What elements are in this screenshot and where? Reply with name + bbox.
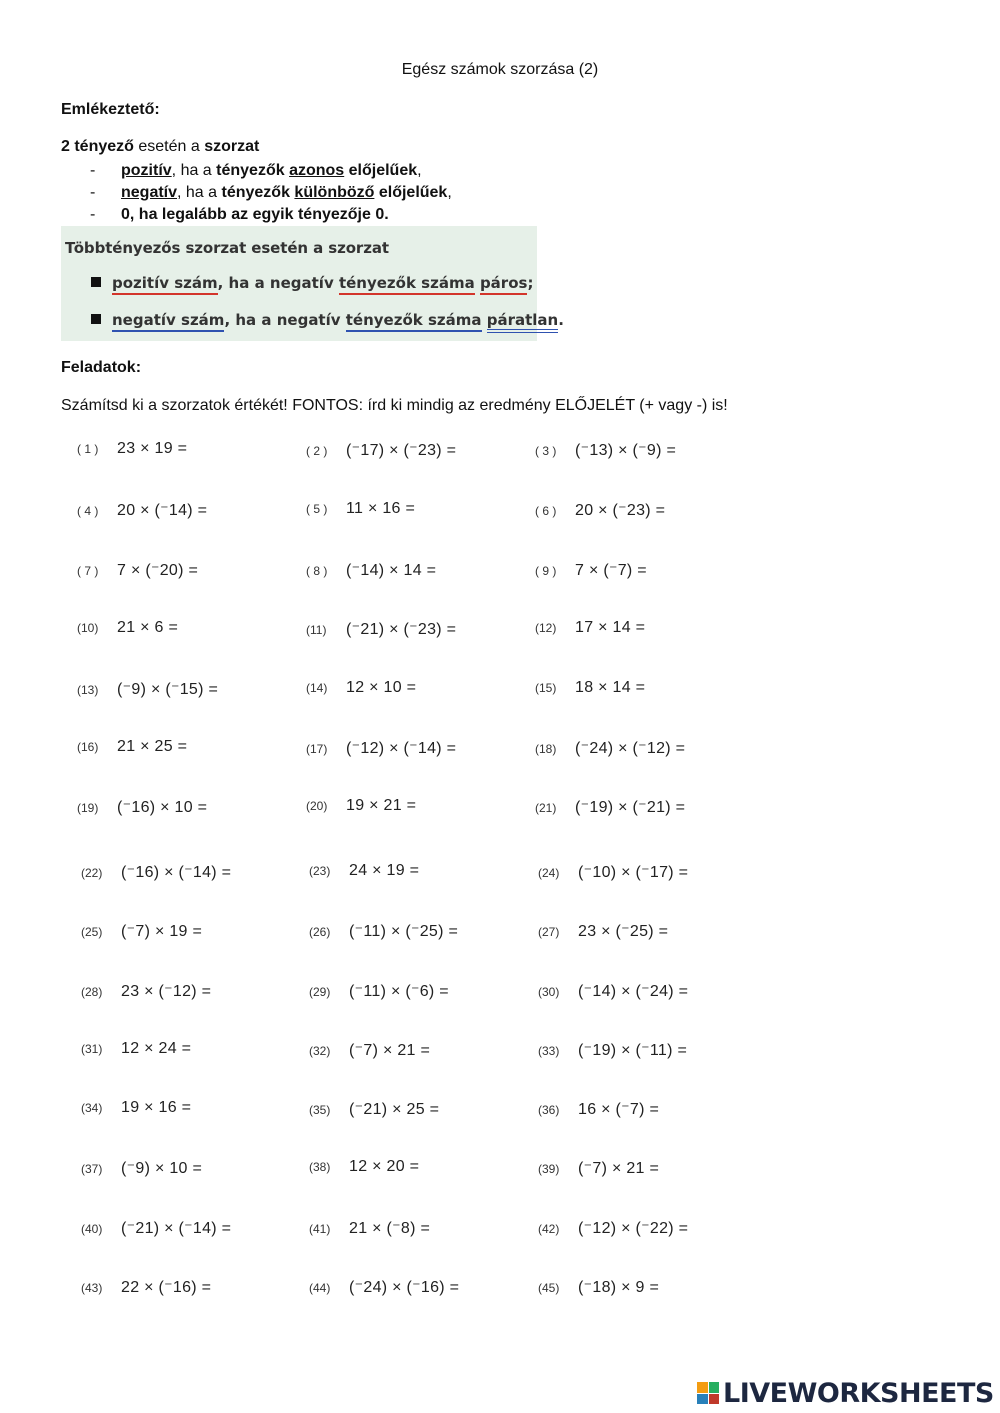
exercise-item: [538, 981, 688, 1001]
exercise-item: [81, 1277, 211, 1297]
exercise-item: [309, 862, 419, 880]
exercise-number: (16): [77, 740, 99, 754]
exercise-number: (19): [77, 801, 99, 815]
exercise-expression: (⁻21) × (⁻23) =: [346, 621, 457, 638]
exercise-expression: (⁻9) × (⁻15) =: [117, 681, 219, 698]
exercise-number: (36): [538, 1103, 560, 1117]
exercise-item: [77, 797, 207, 817]
exercise-expression: 7 × (⁻20) =: [117, 562, 199, 579]
exercise-item: [306, 500, 415, 518]
exercise-number: (39): [538, 1162, 560, 1176]
exercise-item: [306, 619, 456, 639]
exercise-item: [309, 921, 458, 941]
exercise-item: [81, 1158, 202, 1178]
rule-positive: - pozitív, ha a tényezők azonos előjelűek,: [90, 162, 422, 179]
exercise-expression: 20 × (⁻23) =: [575, 502, 666, 519]
exercise-number: (38): [309, 1160, 331, 1174]
exercise-number: (44): [309, 1281, 331, 1295]
exercise-number: (34): [81, 1101, 103, 1115]
exercise-expression: (⁻17) × (⁻23) =: [346, 442, 457, 459]
rule-negative: - negatív, ha a tényezők különböző előjelűek,: [90, 184, 452, 201]
exercise-expression: (⁻24) × (⁻12) =: [575, 740, 686, 757]
logo-text: LIVEWORKSHEETS: [723, 1378, 994, 1409]
tasks-heading: Feladatok:: [61, 359, 142, 376]
exercise-expression: (⁻16) × (⁻14) =: [121, 864, 232, 881]
exercise-number: (32): [309, 1044, 331, 1058]
exercise-number: ( 9 ): [535, 564, 557, 578]
exercise-number: (24): [538, 866, 560, 880]
exercise-expression: 11 × 16 =: [346, 500, 416, 517]
reminder-heading: Emlékeztető:: [61, 101, 160, 118]
exercise-number: ( 3 ): [535, 444, 557, 458]
exercise-item: [535, 560, 647, 580]
exercise-expression: 19 × 16 =: [121, 1099, 192, 1116]
exercise-expression: (⁻14) × (⁻24) =: [578, 983, 689, 1000]
instruction: Számítsd ki a szorzatok értékét! FONTOS: írd ki mindig az eredmény ELŐJELÉT (+ vagy -) is!: [61, 397, 728, 414]
exercise-item: [306, 738, 456, 758]
exercise-expression: 12 × 20 =: [349, 1158, 420, 1175]
exercise-item: [538, 1040, 687, 1060]
two-factor-product: szorzat: [204, 138, 260, 155]
exercise-expression: (⁻24) × (⁻16) =: [349, 1279, 460, 1296]
box-rule-even: pozitív szám, ha a negatív tényezők száma páros;: [91, 274, 533, 292]
exercise-number: (40): [81, 1222, 103, 1236]
exercise-item: [81, 1040, 191, 1058]
exercise-item: [309, 1099, 439, 1119]
exercise-expression: (⁻13) × (⁻9) =: [575, 442, 677, 459]
exercise-number: (30): [538, 985, 560, 999]
exercise-item: [77, 679, 218, 699]
exercise-item: [309, 1218, 430, 1238]
exercise-number: (22): [81, 866, 103, 880]
exercise-expression: (⁻12) × (⁻14) =: [346, 740, 457, 757]
exercise-expression: 21 × (⁻8) =: [349, 1220, 431, 1237]
two-factor-line: [61, 138, 259, 156]
exercise-item: [77, 560, 198, 580]
square-bullet-icon: [91, 277, 101, 287]
exercise-number: (18): [535, 742, 557, 756]
exercise-expression: (⁻7) × 21 =: [578, 1160, 660, 1177]
page-title: Egész számok szorzása (2): [401, 61, 599, 78]
exercise-expression: (⁻19) × (⁻11) =: [578, 1042, 688, 1059]
exercise-number: ( 6 ): [535, 504, 557, 518]
exercise-item: [538, 921, 668, 941]
exercise-number: (31): [81, 1042, 103, 1056]
exercise-number: ( 2 ): [306, 444, 328, 458]
two-factor-subject: 2 tényező: [61, 138, 134, 155]
exercise-expression: 17 × 14 =: [575, 619, 646, 636]
exercise-number: (35): [309, 1103, 331, 1117]
exercise-expression: 12 × 24 =: [121, 1040, 192, 1057]
exercise-number: (42): [538, 1222, 560, 1236]
exercise-item: [77, 738, 187, 756]
exercise-expression: (⁻12) × (⁻22) =: [578, 1220, 689, 1237]
exercise-item: [81, 1099, 191, 1117]
exercise-number: (33): [538, 1044, 560, 1058]
square-bullet-icon: [91, 314, 101, 324]
exercise-item: [538, 1218, 688, 1238]
exercise-item: [535, 619, 645, 637]
exercise-expression: 24 × 19 =: [349, 862, 420, 879]
exercise-number: (29): [309, 985, 331, 999]
exercise-number: (43): [81, 1281, 103, 1295]
exercise-expression: (⁻19) × (⁻21) =: [575, 799, 686, 816]
exercise-expression: 18 × 14 =: [575, 679, 646, 696]
exercise-number: (28): [81, 985, 103, 999]
sign-rules-list: [90, 160, 452, 226]
exercise-expression: 21 × 25 =: [117, 738, 188, 755]
exercise-item: [309, 1040, 430, 1060]
exercise-number: (25): [81, 925, 103, 939]
exercise-number: ( 5 ): [306, 502, 328, 516]
exercise-number: (14): [306, 681, 328, 695]
exercise-number: (15): [535, 681, 557, 695]
exercise-item: [535, 679, 645, 697]
exercise-number: (27): [538, 925, 560, 939]
exercise-number: (13): [77, 683, 99, 697]
exercise-number: (37): [81, 1162, 103, 1176]
multi-factor-rule-box: [61, 226, 564, 341]
exercise-item: [81, 1218, 231, 1238]
exercise-item: [309, 981, 449, 1001]
exercise-expression: 7 × (⁻7) =: [575, 562, 647, 579]
exercise-item: [535, 500, 665, 520]
exercise-number: (12): [535, 621, 557, 635]
exercise-number: (11): [306, 623, 327, 637]
exercise-expression: 20 × (⁻14) =: [117, 502, 208, 519]
exercise-item: [77, 440, 187, 458]
exercise-expression: (⁻16) × 10 =: [117, 799, 208, 816]
exercise-expression: (⁻18) × 9 =: [578, 1279, 660, 1296]
exercise-expression: 23 × 19 =: [117, 440, 188, 457]
exercise-item: [77, 500, 207, 520]
exercise-expression: (⁻9) × 10 =: [121, 1160, 203, 1177]
exercise-number: (17): [306, 742, 328, 756]
exercise-item: [81, 921, 202, 941]
exercise-item: [538, 862, 688, 882]
exercise-number: ( 1 ): [77, 442, 99, 456]
exercise-expression: (⁻21) × 25 =: [349, 1101, 440, 1118]
box-rule-odd: negatív szám, ha a negatív tényezők száma páratlan.: [91, 311, 564, 329]
exercise-number: (23): [309, 864, 331, 878]
exercise-item: [81, 981, 211, 1001]
exercise-expression: 23 × (⁻12) =: [121, 983, 212, 1000]
exercise-item: [306, 440, 456, 460]
exercise-expression: (⁻7) × 21 =: [349, 1042, 431, 1059]
exercise-number: (21): [535, 801, 557, 815]
exercise-expression: (⁻10) × (⁻17) =: [578, 864, 689, 881]
exercise-expression: (⁻14) × 14 =: [346, 562, 437, 579]
exercise-number: (20): [306, 799, 328, 813]
exercise-expression: 19 × 21 =: [346, 797, 417, 814]
exercise-number: ( 7 ): [77, 564, 99, 578]
exercise-expression: (⁻11) × (⁻25) =: [349, 923, 459, 940]
rule-zero: - 0, ha legalább az egyik tényezője 0.: [90, 206, 389, 223]
exercise-number: (41): [309, 1222, 331, 1236]
exercise-item: [309, 1277, 459, 1297]
exercise-expression: 12 × 10 =: [346, 679, 417, 696]
exercise-item: [309, 1158, 419, 1176]
exercise-expression: 16 × (⁻7) =: [578, 1101, 660, 1118]
exercise-expression: 21 × 6 =: [117, 619, 179, 636]
exercise-item: [77, 619, 178, 637]
exercise-item: [306, 560, 436, 580]
liveworksheets-logo-icon: [697, 1382, 719, 1404]
exercise-item: [81, 862, 231, 882]
exercise-item: [535, 440, 676, 460]
exercise-number: (45): [538, 1281, 560, 1295]
exercise-expression: 22 × (⁻16) =: [121, 1279, 212, 1296]
exercise-item: [306, 797, 416, 815]
exercise-number: ( 8 ): [306, 564, 328, 578]
exercise-item: [538, 1099, 659, 1119]
exercise-item: [538, 1158, 659, 1178]
exercise-expression: (⁻7) × 19 =: [121, 923, 203, 940]
box-title: Többtényezős szorzat esetén a szorzat: [65, 239, 389, 257]
exercise-expression: (⁻21) × (⁻14) =: [121, 1220, 232, 1237]
exercise-item: [306, 679, 416, 697]
exercise-item: [538, 1277, 659, 1297]
exercise-number: ( 4 ): [77, 504, 99, 518]
exercise-item: [535, 738, 685, 758]
exercise-expression: 23 × (⁻25) =: [578, 923, 669, 940]
exercise-number: (26): [309, 925, 331, 939]
two-factor-mid: esetén a: [133, 138, 205, 155]
exercise-number: (10): [77, 621, 99, 635]
exercise-item: [535, 797, 685, 817]
exercise-expression: (⁻11) × (⁻6) =: [349, 983, 449, 1000]
